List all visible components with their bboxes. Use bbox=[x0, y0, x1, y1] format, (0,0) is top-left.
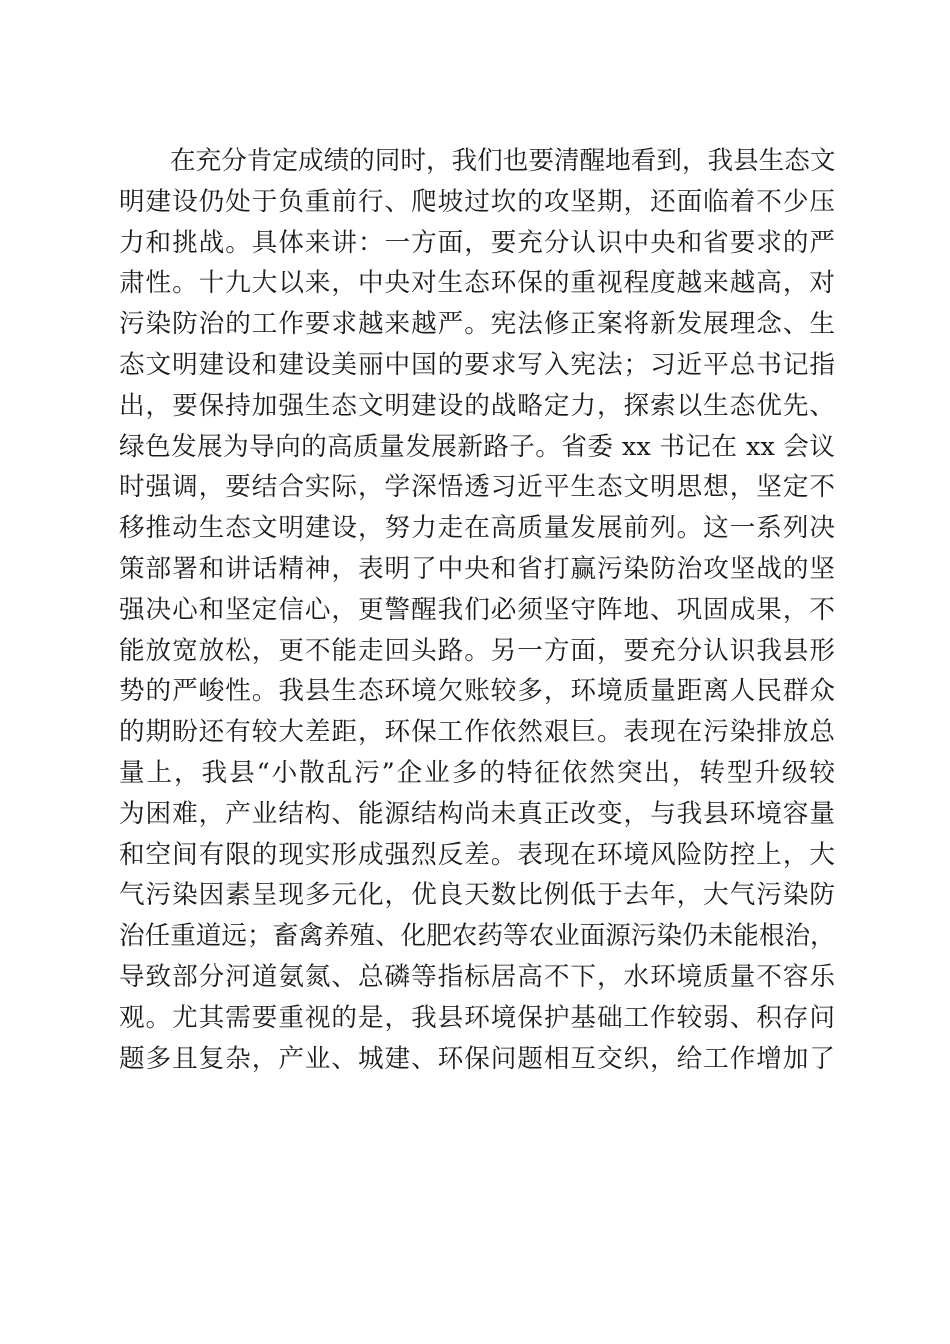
paragraph-line: 导致部分河道氨氮、总磷等指标居高不下，水环境质量不容乐 bbox=[119, 961, 835, 992]
paragraph-line: 的期盼还有较大差距，环保工作依然艰巨。表现在污染排放总 bbox=[119, 717, 835, 748]
paragraph-line: 题多且复杂，产业、城建、环保问题相互交织，给工作增加了 bbox=[119, 1043, 835, 1074]
body-paragraph bbox=[119, 141, 835, 1079]
paragraph-line: 明建设仍处于负重前行、爬坡过坎的攻坚期，还面临着不少压 bbox=[119, 186, 835, 217]
paragraph-line: 出，要保持加强生态文明建设的战略定力，探索以生态优先、 bbox=[119, 390, 835, 421]
paragraph-line: 为困难，产业结构、能源结构尚未真正改变，与我县环境容量 bbox=[119, 798, 835, 829]
paragraph-line: 势的严峻性。我县生态环境欠账较多，环境质量距离人民群众 bbox=[119, 676, 835, 707]
paragraph-line: 量上，我县“小散乱污”企业多的特征依然突出，转型升级较 bbox=[119, 757, 835, 788]
paragraph-line: 强决心和坚定信心，更警醒我们必须坚守阵地、巩固成果，不 bbox=[119, 594, 835, 625]
paragraph-line: 策部署和讲话精神，表明了中央和省打赢污染防治攻坚战的坚 bbox=[119, 553, 835, 584]
paragraph-line: 在充分肯定成绩的同时，我们也要清醒地看到，我县生态文 bbox=[170, 146, 836, 176]
paragraph-line: 观。尤其需要重视的是，我县环境保护基础工作较弱、积存问 bbox=[119, 1002, 835, 1033]
paragraph-line: 力和挑战。具体来讲：一方面，要充分认识中央和省要求的严 bbox=[119, 227, 835, 258]
paragraph-line: 绿色发展为导向的高质量发展新路子。省委 xx 书记在 xx 会议 bbox=[119, 431, 835, 462]
paragraph-line: 肃性。十九大以来，中央对生态环保的重视程度越来越高，对 bbox=[119, 268, 835, 299]
paragraph-line: 治任重道远；畜禽养殖、化肥农药等农业面源污染仍未能根治， bbox=[119, 921, 836, 952]
paragraph-line: 时强调，要结合实际，学深悟透习近平生态文明思想，坚定不 bbox=[119, 472, 835, 503]
paragraph-line: 移推动生态文明建设，努力走在高质量发展前列。这一系列决 bbox=[119, 513, 835, 544]
paragraph-line: 气污染因素呈现多元化，优良天数比例低于去年，大气污染防 bbox=[119, 880, 835, 911]
paragraph-line: 和空间有限的现实形成强烈反差。表现在环境风险防控上，大 bbox=[119, 839, 835, 870]
paragraph-line: 态文明建设和建设美丽中国的要求写入宪法；习近平总书记指 bbox=[119, 349, 835, 380]
paragraph-line: 污染防治的工作要求越来越严。宪法修正案将新发展理念、生 bbox=[119, 309, 835, 340]
paragraph-line: 能放宽放松，更不能走回头路。另一方面，要充分认识我县形 bbox=[119, 635, 835, 666]
